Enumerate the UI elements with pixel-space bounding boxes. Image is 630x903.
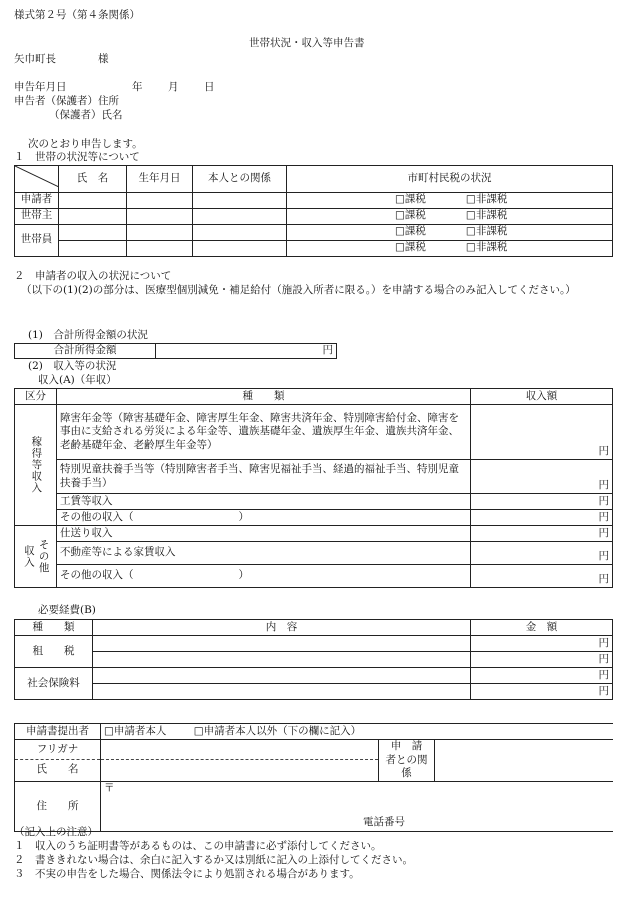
tax-cell xyxy=(287,224,613,240)
col-name: 氏 名 xyxy=(59,166,127,193)
tax-cell xyxy=(287,192,613,208)
section2-note: （以下の(1)(2)の部分は、医療型個別減免・補足給付（施設入所者に限る。）を申請する場合のみ記入してください。） xyxy=(21,284,576,296)
sub2-heading: (2) 収入等の状況 xyxy=(28,360,117,372)
name-label: 氏 名 xyxy=(15,759,101,781)
section1-heading: １ 世帯の状況等について xyxy=(14,151,140,163)
table-row xyxy=(15,668,613,684)
note-item: ２ 書ききれない場合は、余白に記入するか又は別紙に記入の上添付してください。 xyxy=(14,854,413,866)
table-row xyxy=(15,636,613,652)
row-applicant: 申請者 xyxy=(15,192,59,208)
col-relation: 本人との関係 xyxy=(193,166,287,193)
other-checkbox[interactable]: □申請者本人以外（下の欄に記入） xyxy=(193,724,362,737)
diagonal-line xyxy=(15,166,59,187)
expense-amount[interactable]: 円 xyxy=(471,684,613,700)
form-number: 様式第２号（第４条関係） xyxy=(14,9,140,21)
expense-detail[interactable] xyxy=(93,668,471,684)
tax-cell xyxy=(287,240,613,256)
expense-insurance-label: 社会保険料 xyxy=(15,668,93,700)
col-expense-amount: 金 額 xyxy=(471,620,613,636)
sub1-heading: (1) 合計所得金額の状況 xyxy=(28,329,148,341)
col-tax-status: 市町村民税の状況 xyxy=(287,166,613,193)
income-amount[interactable]: 円 xyxy=(471,510,613,526)
intro-text: 次のとおり申告します。 xyxy=(28,138,143,150)
table-row xyxy=(15,684,613,700)
expense-tax-label: 租 税 xyxy=(15,636,93,668)
expense-amount[interactable]: 円 xyxy=(471,652,613,668)
table-row xyxy=(15,192,613,208)
expense-table xyxy=(14,619,613,700)
postal-mark: 〒 xyxy=(104,781,115,794)
date-day: 日 xyxy=(204,81,215,93)
nontax-checkbox[interactable]: □非課税 xyxy=(465,241,508,254)
relation-cell[interactable] xyxy=(193,192,287,208)
table-row xyxy=(15,526,613,542)
submitter-label: 申請書提出者 xyxy=(15,724,101,740)
relation-label: 申 請 者との関係 xyxy=(379,740,435,782)
tax-checkbox[interactable]: □課税 xyxy=(395,193,426,206)
name-cell[interactable] xyxy=(59,240,127,256)
tax-checkbox[interactable]: □課税 xyxy=(395,241,426,254)
relation-cell[interactable] xyxy=(193,208,287,224)
total-income-value[interactable] xyxy=(156,344,337,359)
expense-detail[interactable] xyxy=(93,652,471,668)
expense-detail[interactable] xyxy=(93,684,471,700)
furigana-field[interactable] xyxy=(101,740,379,760)
name-cell[interactable] xyxy=(59,224,127,240)
date-month: 月 xyxy=(168,81,179,93)
col-expense-detail: 内 容 xyxy=(93,620,471,636)
name-cell[interactable] xyxy=(59,192,127,208)
birthdate-cell[interactable] xyxy=(127,224,193,240)
income-table xyxy=(14,388,613,588)
income-type: その他の収入（ ） xyxy=(57,565,471,588)
col-amount: 収入額 xyxy=(471,389,613,405)
income-type: 工賃等収入 xyxy=(57,494,471,510)
income-type: 不動産等による家賃収入 xyxy=(57,542,471,565)
income-amount[interactable]: 円 xyxy=(471,460,613,494)
income-type: 仕送り収入 xyxy=(57,526,471,542)
nontax-checkbox[interactable]: □非課税 xyxy=(465,193,508,206)
income-amount[interactable]: 円 xyxy=(471,526,613,542)
phone-label: 電話番号 xyxy=(363,816,405,829)
household-table xyxy=(14,165,613,257)
nontax-checkbox[interactable]: □非課税 xyxy=(465,209,508,222)
applicant-address-label: 申告者（保護者）住所 xyxy=(14,95,119,107)
other-income-label-1: その他 xyxy=(37,539,50,574)
table-row xyxy=(15,460,613,494)
address-field[interactable] xyxy=(101,781,613,831)
earned-income-category: 稼得等収入 xyxy=(15,405,57,526)
name-field[interactable] xyxy=(101,759,379,781)
submitter-table xyxy=(14,723,613,832)
income-type: その他の収入（ ） xyxy=(57,510,471,526)
expense-detail[interactable] xyxy=(93,636,471,652)
income-amount[interactable]: 円 xyxy=(471,565,613,588)
birthdate-cell[interactable] xyxy=(127,192,193,208)
addressee: 矢巾町長 様 xyxy=(14,53,109,65)
table-row xyxy=(15,565,613,588)
address-label: 住 所 xyxy=(15,781,101,831)
submitter-options xyxy=(101,724,613,740)
tax-checkbox[interactable]: □課税 xyxy=(395,209,426,222)
expense-amount[interactable]: 円 xyxy=(471,668,613,684)
relation-cell[interactable] xyxy=(193,224,287,240)
row-household-member: 世帯員 xyxy=(15,224,59,256)
diagonal-cell xyxy=(15,166,59,193)
table-row xyxy=(15,405,613,460)
date-year: 年 xyxy=(132,81,143,93)
table-row xyxy=(15,208,613,224)
col-birthdate: 生年月日 xyxy=(127,166,193,193)
expense-b-heading: 必要経費(B) xyxy=(38,604,96,616)
col-category: 区分 xyxy=(15,389,57,405)
col-expense-type: 種 類 xyxy=(15,620,93,636)
income-type: 障害年金等（障害基礎年金、障害厚生年金、障害共済年金、特別障害給付金、障害を事由に支給される労災による年金等、遺族基礎年金、遺族厚生年金、遺族共済年金、老齢基礎年金、老齢厚生年金等） xyxy=(57,405,471,460)
note-item: ３ 不実の申告をした場合、関係法令により処罰される場合があります。 xyxy=(14,868,360,880)
date-label: 申告年月日 xyxy=(14,81,67,93)
table-row xyxy=(15,240,613,256)
page-title: 世帯状況・収入等申告書 xyxy=(249,37,365,49)
income-amount[interactable]: 円 xyxy=(471,405,613,460)
col-type: 種 類 xyxy=(57,389,471,405)
yen-unit: 円 xyxy=(322,344,333,357)
self-checkbox[interactable]: □申請者本人 xyxy=(104,724,167,737)
other-income-category xyxy=(15,526,57,588)
nontax-checkbox[interactable]: □非課税 xyxy=(465,225,508,238)
table-row xyxy=(15,652,613,668)
row-head-of-household: 世帯主 xyxy=(15,208,59,224)
table-row xyxy=(15,510,613,526)
birthdate-cell[interactable] xyxy=(127,240,193,256)
relation-cell[interactable] xyxy=(193,240,287,256)
name-cell[interactable] xyxy=(59,208,127,224)
total-income-label: 合計所得金額 xyxy=(15,344,156,359)
note-item: １ 収入のうち証明書等があるものは、この申請書に必ず添付してください。 xyxy=(14,840,382,852)
tax-cell xyxy=(287,208,613,224)
total-income-table xyxy=(14,343,337,359)
relation-field[interactable] xyxy=(435,740,613,782)
expense-amount[interactable]: 円 xyxy=(471,636,613,652)
applicant-name-label: （保護者）氏名 xyxy=(49,109,123,121)
tax-checkbox[interactable]: □課税 xyxy=(395,225,426,238)
notes-heading: （記入上の注意） xyxy=(14,826,98,838)
income-amount[interactable]: 円 xyxy=(471,542,613,565)
table-row xyxy=(15,224,613,240)
income-type: 特別児童扶養手当等（特別障害者手当、障害児福祉手当、経過的福祉手当、特別児童扶養手当） xyxy=(57,460,471,494)
section2-heading: ２ 申請者の収入の状況について xyxy=(14,270,172,282)
income-amount[interactable]: 円 xyxy=(471,494,613,510)
table-row xyxy=(15,542,613,565)
table-row xyxy=(15,494,613,510)
furigana-label: フリガナ xyxy=(15,740,101,760)
income-a-heading: 収入(A)（年収） xyxy=(38,374,117,386)
other-income-label-2: 収入 xyxy=(23,545,35,568)
birthdate-cell[interactable] xyxy=(127,208,193,224)
